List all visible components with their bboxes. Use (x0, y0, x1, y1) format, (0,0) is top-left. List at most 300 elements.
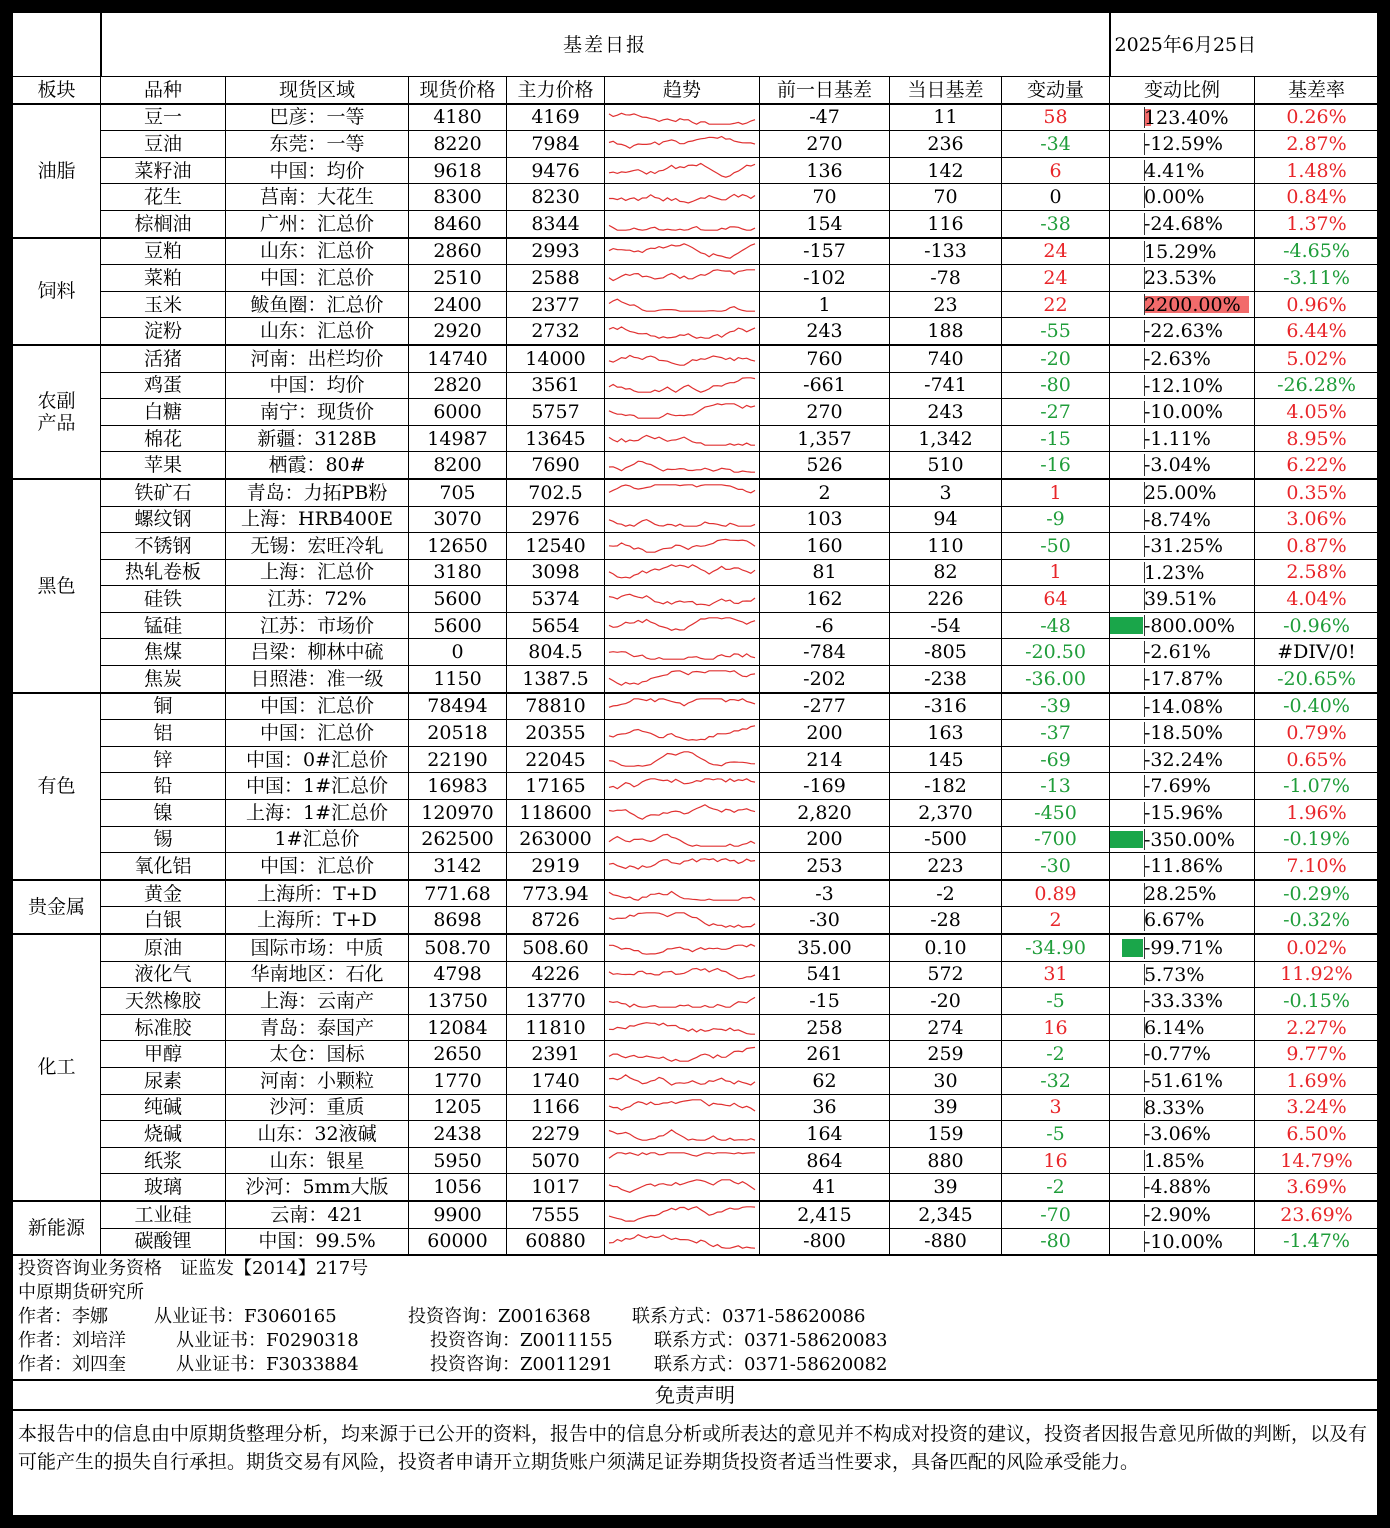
spot-region: 中国：1#汇总价 (226, 773, 409, 800)
main-price: 2919 (507, 853, 605, 880)
change-ratio-text: -14.08% (1144, 695, 1223, 718)
previous-basis: 136 (760, 157, 890, 184)
author-name: 作者：李娜 (18, 1306, 108, 1327)
previous-basis: 243 (760, 318, 890, 345)
trend-sparkline (605, 934, 760, 961)
change-ratio (1110, 853, 1255, 880)
previous-basis: 41 (760, 1174, 890, 1201)
variety: 黄金 (101, 880, 226, 907)
spot-price: 8300 (409, 184, 507, 211)
change-ratio-text: -2.90% (1144, 1203, 1211, 1226)
change-amount: -20 (1002, 345, 1110, 372)
trend-sparkline (605, 720, 760, 747)
spot-price: 60000 (409, 1228, 507, 1255)
column-header: 变动量 (1002, 77, 1110, 104)
variety: 烧碱 (101, 1121, 226, 1148)
variety: 菜籽油 (101, 157, 226, 184)
main-price: 8344 (507, 210, 605, 237)
current-basis: 236 (890, 131, 1002, 158)
main-price: 7984 (507, 131, 605, 158)
consulting-number: 投资咨询：Z0016368 (408, 1306, 591, 1327)
column-header: 前一日基差 (760, 77, 890, 104)
trend-sparkline (605, 1041, 760, 1068)
current-basis: -2 (890, 880, 1002, 907)
table-row (13, 586, 1379, 613)
sector-label: 新能源 (13, 1201, 101, 1255)
trend-sparkline (605, 1121, 760, 1148)
basis-rate: 0.79% (1255, 720, 1379, 747)
change-ratio-text: -12.10% (1144, 374, 1223, 397)
basis-rate: 4.04% (1255, 586, 1379, 613)
current-basis: 30 (890, 1067, 1002, 1094)
consulting-number: 投资咨询：Z0011155 (430, 1330, 613, 1351)
column-header: 基差率 (1255, 77, 1379, 104)
variety: 苹果 (101, 452, 226, 479)
variety: 纸浆 (101, 1147, 226, 1174)
variety: 锡 (101, 826, 226, 853)
table-row (13, 345, 1379, 372)
change-amount: -20.50 (1002, 639, 1110, 666)
basis-rate: -1.07% (1255, 773, 1379, 800)
change-ratio (1110, 399, 1255, 426)
change-amount: -450 (1002, 800, 1110, 827)
trend-sparkline (605, 773, 760, 800)
main-price: 78810 (507, 693, 605, 720)
change-amount: -80 (1002, 1228, 1110, 1255)
spot-price: 2438 (409, 1121, 507, 1148)
column-header: 主力价格 (507, 77, 605, 104)
current-basis: 274 (890, 1014, 1002, 1041)
table-row (13, 639, 1379, 666)
previous-basis: 253 (760, 853, 890, 880)
table-row (13, 746, 1379, 773)
basis-rate: 23.69% (1255, 1201, 1379, 1228)
spot-price: 0 (409, 639, 507, 666)
spot-price: 2510 (409, 265, 507, 292)
basis-rate: 3.69% (1255, 1174, 1379, 1201)
change-ratio (1110, 157, 1255, 184)
main-price: 2993 (507, 238, 605, 265)
table-row (13, 800, 1379, 827)
previous-basis: 35.00 (760, 934, 890, 961)
previous-basis: 200 (760, 826, 890, 853)
trend-sparkline (605, 452, 760, 479)
basis-rate: -1.47% (1255, 1228, 1379, 1255)
spot-price: 3142 (409, 853, 507, 880)
variety: 花生 (101, 184, 226, 211)
spot-price: 9618 (409, 157, 507, 184)
change-amount: -38 (1002, 210, 1110, 237)
main-price: 804.5 (507, 639, 605, 666)
previous-basis: -277 (760, 693, 890, 720)
spot-price: 2860 (409, 238, 507, 265)
basis-rate: 1.48% (1255, 157, 1379, 184)
trend-sparkline (605, 907, 760, 934)
change-amount: 1 (1002, 559, 1110, 586)
change-amount: 24 (1002, 265, 1110, 292)
sector-label: 化工 (13, 934, 101, 1201)
table-row (13, 1121, 1379, 1148)
sector-label: 油脂 (13, 104, 101, 238)
spot-region: 山东：汇总价 (226, 318, 409, 345)
table-row (13, 1014, 1379, 1041)
main-price: 2976 (507, 506, 605, 533)
spot-region: 日照港：准一级 (226, 666, 409, 693)
spot-region: 华南地区：石化 (226, 961, 409, 988)
basis-rate: 2.58% (1255, 559, 1379, 586)
current-basis: 226 (890, 586, 1002, 613)
trend-sparkline (605, 612, 760, 639)
table-row (13, 880, 1379, 907)
current-basis: 39 (890, 1094, 1002, 1121)
report-footer (12, 1254, 1378, 1516)
spot-price: 12084 (409, 1014, 507, 1041)
change-ratio (1110, 104, 1255, 131)
change-ratio (1110, 238, 1255, 265)
previous-basis: -202 (760, 666, 890, 693)
current-basis: 223 (890, 853, 1002, 880)
current-basis: 0.10 (890, 934, 1002, 961)
change-ratio (1110, 372, 1255, 399)
variety: 玻璃 (101, 1174, 226, 1201)
change-amount: 16 (1002, 1014, 1110, 1041)
spot-region: 中国：均价 (226, 372, 409, 399)
current-basis: 11 (890, 104, 1002, 131)
current-basis: -316 (890, 693, 1002, 720)
variety: 豆粕 (101, 238, 226, 265)
current-basis: -182 (890, 773, 1002, 800)
spot-price: 8200 (409, 452, 507, 479)
variety: 鸡蛋 (101, 372, 226, 399)
current-basis: 23 (890, 291, 1002, 318)
spot-region: 中国：汇总价 (226, 853, 409, 880)
table-row (13, 693, 1379, 720)
previous-basis: -15 (760, 988, 890, 1015)
previous-basis: -661 (760, 372, 890, 399)
table-row (13, 1041, 1379, 1068)
spot-price: 16983 (409, 773, 507, 800)
change-amount: -15 (1002, 425, 1110, 452)
column-header: 当日基差 (890, 77, 1002, 104)
change-ratio-text: 28.25% (1144, 882, 1217, 905)
change-amount: -2 (1002, 1041, 1110, 1068)
basis-rate: 9.77% (1255, 1041, 1379, 1068)
change-ratio-text: 6.14% (1144, 1016, 1205, 1039)
spot-region: 云南：421 (226, 1201, 409, 1228)
table-row (13, 1201, 1379, 1228)
main-price: 20355 (507, 720, 605, 747)
trend-sparkline (605, 104, 760, 131)
main-price: 60880 (507, 1228, 605, 1255)
spot-region: 鲅鱼圈：汇总价 (226, 291, 409, 318)
current-basis: 510 (890, 452, 1002, 479)
previous-basis: 160 (760, 533, 890, 560)
main-price: 4226 (507, 961, 605, 988)
change-ratio (1110, 559, 1255, 586)
previous-basis: -3 (760, 880, 890, 907)
previous-basis: -6 (760, 612, 890, 639)
column-header: 变动比例 (1110, 77, 1255, 104)
spot-price: 120970 (409, 800, 507, 827)
trend-sparkline (605, 291, 760, 318)
spot-price: 3070 (409, 506, 507, 533)
variety: 尿素 (101, 1067, 226, 1094)
change-ratio-text: 1.23% (1144, 561, 1205, 584)
previous-basis: 2,820 (760, 800, 890, 827)
variety: 豆油 (101, 131, 226, 158)
previous-basis: 154 (760, 210, 890, 237)
author-name: 作者：刘培洋 (18, 1330, 126, 1351)
current-basis: 110 (890, 533, 1002, 560)
table-row (13, 1147, 1379, 1174)
change-ratio (1110, 318, 1255, 345)
main-price: 4169 (507, 104, 605, 131)
column-header: 趋势 (605, 77, 760, 104)
change-ratio (1110, 1067, 1255, 1094)
change-ratio-text: -24.68% (1144, 212, 1223, 235)
spot-price: 14987 (409, 425, 507, 452)
change-ratio-text: -3.04% (1144, 454, 1211, 477)
sector-label: 有色 (13, 693, 101, 880)
variety: 螺纹钢 (101, 506, 226, 533)
table-row (13, 961, 1379, 988)
table-row (13, 559, 1379, 586)
basis-rate: -3.11% (1255, 265, 1379, 292)
main-price: 508.60 (507, 934, 605, 961)
current-basis: -54 (890, 612, 1002, 639)
spot-region: 吕梁：柳林中硫 (226, 639, 409, 666)
spot-price: 20518 (409, 720, 507, 747)
main-price: 12540 (507, 533, 605, 560)
change-amount: -34.90 (1002, 934, 1110, 961)
variety: 碳酸锂 (101, 1228, 226, 1255)
change-amount: 0.89 (1002, 880, 1110, 907)
change-amount: 0 (1002, 184, 1110, 211)
change-ratio-text: -11.86% (1144, 855, 1223, 878)
change-ratio (1110, 907, 1255, 934)
trend-sparkline (605, 853, 760, 880)
current-basis: -741 (890, 372, 1002, 399)
change-ratio (1110, 452, 1255, 479)
basis-rate: 4.05% (1255, 399, 1379, 426)
main-price: 5374 (507, 586, 605, 613)
change-ratio-text: 8.33% (1144, 1096, 1205, 1119)
change-ratio (1110, 506, 1255, 533)
change-ratio-text: -2.63% (1144, 347, 1211, 370)
change-amount: -27 (1002, 399, 1110, 426)
spot-price: 8220 (409, 131, 507, 158)
table-row (13, 291, 1379, 318)
change-ratio (1110, 1094, 1255, 1121)
variety: 白银 (101, 907, 226, 934)
change-amount: -55 (1002, 318, 1110, 345)
spot-region: 中国：99.5% (226, 1228, 409, 1255)
spot-region: 国际市场：中质 (226, 934, 409, 961)
spot-region: 上海：HRB400E (226, 506, 409, 533)
change-ratio-text: 2200.00% (1144, 293, 1241, 316)
spot-price: 22190 (409, 746, 507, 773)
spot-price: 5600 (409, 612, 507, 639)
table-row (13, 1174, 1379, 1201)
change-ratio (1110, 291, 1255, 318)
disclaimer-title: 免责声明 (12, 1379, 1378, 1411)
trend-sparkline (605, 210, 760, 237)
qualification-text: 投资咨询业务资格 证监发【2014】217号 (18, 1258, 369, 1279)
previous-basis: 261 (760, 1041, 890, 1068)
table-row (13, 210, 1379, 237)
current-basis: 159 (890, 1121, 1002, 1148)
main-price: 1017 (507, 1174, 605, 1201)
table-row (13, 265, 1379, 292)
spot-region: 河南：小颗粒 (226, 1067, 409, 1094)
current-basis: 145 (890, 746, 1002, 773)
change-ratio (1110, 345, 1255, 372)
column-header: 现货区域 (226, 77, 409, 104)
previous-basis: 1,357 (760, 425, 890, 452)
spot-price: 2820 (409, 372, 507, 399)
variety: 纯碱 (101, 1094, 226, 1121)
change-ratio (1110, 826, 1255, 853)
trend-sparkline (605, 880, 760, 907)
spot-region: 无锡：宏旺冷轧 (226, 533, 409, 560)
spot-region: 中国：汇总价 (226, 693, 409, 720)
variety: 甲醇 (101, 1041, 226, 1068)
spot-region: 中国：汇总价 (226, 720, 409, 747)
spot-region: 山东：银星 (226, 1147, 409, 1174)
change-ratio (1110, 1014, 1255, 1041)
trend-sparkline (605, 639, 760, 666)
basis-rate: 11.92% (1255, 961, 1379, 988)
table-row (13, 988, 1379, 1015)
current-basis: 572 (890, 961, 1002, 988)
current-basis: 188 (890, 318, 1002, 345)
change-amount: -30 (1002, 853, 1110, 880)
main-price: 2377 (507, 291, 605, 318)
trend-sparkline (605, 1014, 760, 1041)
change-ratio-text: -0.77% (1144, 1043, 1211, 1066)
change-ratio (1110, 184, 1255, 211)
change-ratio-text: -51.61% (1144, 1069, 1223, 1092)
change-amount: -16 (1002, 452, 1110, 479)
variety: 锌 (101, 746, 226, 773)
basis-rate: 7.10% (1255, 853, 1379, 880)
change-ratio (1110, 1174, 1255, 1201)
consulting-number: 投资咨询：Z0011291 (430, 1354, 613, 1375)
table-row (13, 318, 1379, 345)
previous-basis: 70 (760, 184, 890, 211)
previous-basis: -30 (760, 907, 890, 934)
change-ratio-text: 0.00% (1144, 186, 1205, 209)
trend-sparkline (605, 559, 760, 586)
spot-price: 4798 (409, 961, 507, 988)
change-ratio-text: -3.06% (1144, 1123, 1211, 1146)
current-basis: 3 (890, 479, 1002, 506)
page-title: 基差日报 (101, 13, 1110, 77)
basis-rate: 8.95% (1255, 425, 1379, 452)
trend-sparkline (605, 372, 760, 399)
change-ratio (1110, 800, 1255, 827)
change-ratio-text: -8.74% (1144, 508, 1211, 531)
main-price: 2588 (507, 265, 605, 292)
table-row (13, 184, 1379, 211)
change-ratio (1110, 612, 1255, 639)
table-row (13, 533, 1379, 560)
trend-sparkline (605, 961, 760, 988)
spot-price: 13750 (409, 988, 507, 1015)
main-price: 5070 (507, 1147, 605, 1174)
basis-rate: 5.02% (1255, 345, 1379, 372)
spot-region: 巴彦：一等 (226, 104, 409, 131)
spot-region: 栖霞：80# (226, 452, 409, 479)
change-amount: 1 (1002, 479, 1110, 506)
change-ratio-text: -800.00% (1144, 614, 1235, 637)
table-row (13, 612, 1379, 639)
basis-rate: -0.19% (1255, 826, 1379, 853)
spot-price: 1056 (409, 1174, 507, 1201)
change-ratio-text: -350.00% (1144, 828, 1235, 851)
previous-basis: 1 (760, 291, 890, 318)
previous-basis: 36 (760, 1094, 890, 1121)
change-amount: -34 (1002, 131, 1110, 158)
spot-region: 上海：1#汇总价 (226, 800, 409, 827)
change-ratio (1110, 1041, 1255, 1068)
table-row (13, 131, 1379, 158)
main-price: 2279 (507, 1121, 605, 1148)
change-ratio-text: -2.61% (1144, 641, 1211, 664)
current-basis: 163 (890, 720, 1002, 747)
variety: 豆一 (101, 104, 226, 131)
change-amount: -700 (1002, 826, 1110, 853)
current-basis: 740 (890, 345, 1002, 372)
spot-region: 山东：32液碱 (226, 1121, 409, 1148)
previous-basis: 270 (760, 131, 890, 158)
spot-price: 2920 (409, 318, 507, 345)
variety: 天然橡胶 (101, 988, 226, 1015)
basis-rate: 0.02% (1255, 934, 1379, 961)
change-ratio (1110, 586, 1255, 613)
current-basis: 2,345 (890, 1201, 1002, 1228)
previous-basis: 541 (760, 961, 890, 988)
spot-price: 262500 (409, 826, 507, 853)
basis-rate: 0.35% (1255, 479, 1379, 506)
current-basis: -78 (890, 265, 1002, 292)
variety: 淀粉 (101, 318, 226, 345)
change-ratio-text: 25.00% (1144, 481, 1217, 504)
spot-price: 8698 (409, 907, 507, 934)
change-ratio (1110, 1201, 1255, 1228)
table-row (13, 506, 1379, 533)
current-basis: 880 (890, 1147, 1002, 1174)
previous-basis: 81 (760, 559, 890, 586)
spot-region: 江苏：市场价 (226, 612, 409, 639)
change-ratio (1110, 988, 1255, 1015)
variety: 铁矿石 (101, 479, 226, 506)
trend-sparkline (605, 184, 760, 211)
main-price: 17165 (507, 773, 605, 800)
change-ratio-text: -10.00% (1144, 1230, 1223, 1253)
spot-price: 1770 (409, 1067, 507, 1094)
change-ratio-text: -12.59% (1144, 133, 1223, 156)
variety: 棕榈油 (101, 210, 226, 237)
basis-rate: -0.96% (1255, 612, 1379, 639)
change-ratio-text: -7.69% (1144, 775, 1211, 798)
change-ratio-text: 23.53% (1144, 267, 1217, 290)
basis-rate: -4.65% (1255, 238, 1379, 265)
main-price: 22045 (507, 746, 605, 773)
change-ratio-bar (1110, 617, 1144, 635)
main-price: 5654 (507, 612, 605, 639)
change-amount: -80 (1002, 372, 1110, 399)
